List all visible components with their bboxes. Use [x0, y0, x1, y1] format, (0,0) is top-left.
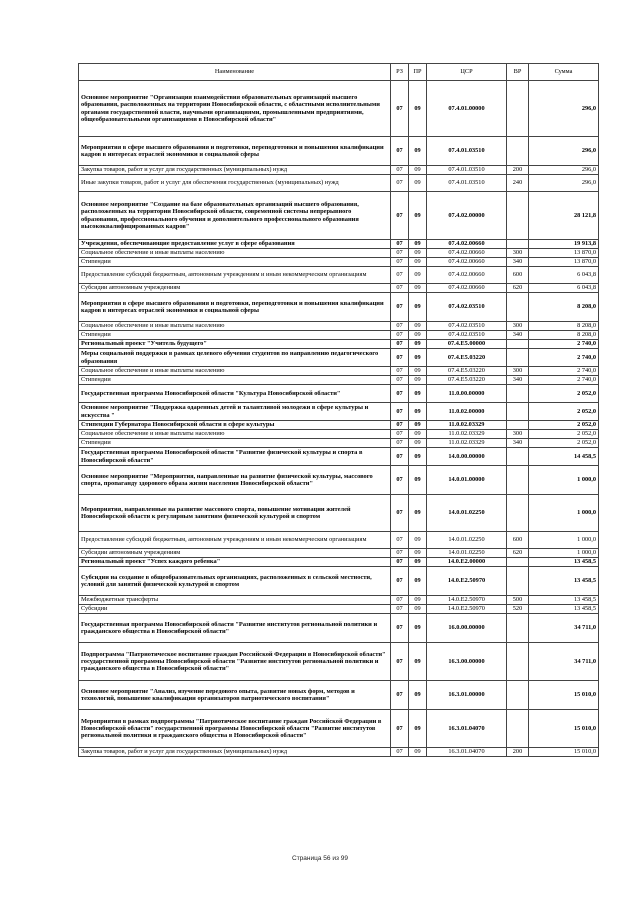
cell-rz: 07 — [391, 175, 409, 192]
cell-csr: 07.4.02.03510 — [427, 322, 507, 331]
cell-rz: 07 — [391, 349, 409, 367]
cell-csr: 07.4.E5.00000 — [427, 340, 507, 349]
table-row — [79, 258, 599, 267]
cell-vr: 300 — [507, 249, 529, 258]
cell-vr: 340 — [507, 376, 529, 385]
cell-pr: 09 — [409, 166, 427, 175]
cell-vr: 300 — [507, 322, 529, 331]
table-row — [79, 421, 599, 430]
cell-sum: 13 870,0 — [529, 258, 599, 267]
cell-vr — [507, 421, 529, 430]
cell-name: Государственная программа Новосибирской области "Развитие физической культуры и спорта в Новосибирской области" — [79, 448, 391, 466]
cell-sum: 2 052,0 — [529, 421, 599, 430]
cell-rz: 07 — [391, 596, 409, 605]
cell-csr: 11.0.02.03329 — [427, 439, 507, 448]
cell-rz: 07 — [391, 284, 409, 293]
cell-csr: 07.4.02.03510 — [427, 331, 507, 340]
cell-csr: 16.3.00.00000 — [427, 643, 507, 681]
cell-vr: 340 — [507, 439, 529, 448]
cell-vr — [507, 240, 529, 249]
cell-csr: 07.4.02.00660 — [427, 249, 507, 258]
cell-name: Субсидии на создание в общеобразовательных организациях, расположенных в сельской местности, условий для занятий физической культурой и спортом — [79, 567, 391, 596]
table-header-row — [79, 64, 599, 81]
cell-rz: 07 — [391, 681, 409, 710]
table-row — [79, 403, 599, 421]
cell-name: Социальное обеспечение и иные выплаты населению — [79, 367, 391, 376]
table-row — [79, 466, 599, 495]
cell-rz: 07 — [391, 532, 409, 549]
cell-pr: 09 — [409, 430, 427, 439]
table-row — [79, 367, 599, 376]
table-row — [79, 439, 599, 448]
cell-sum: 296,0 — [529, 166, 599, 175]
table-row — [79, 710, 599, 748]
cell-sum: 28 121,8 — [529, 192, 599, 240]
cell-pr: 09 — [409, 567, 427, 596]
cell-vr — [507, 567, 529, 596]
table-row — [79, 614, 599, 643]
cell-sum: 19 913,8 — [529, 240, 599, 249]
table-row — [79, 267, 599, 284]
cell-csr: 11.0.00.00000 — [427, 385, 507, 403]
cell-pr: 09 — [409, 558, 427, 567]
cell-rz: 07 — [391, 549, 409, 558]
table-row — [79, 175, 599, 192]
cell-vr: 340 — [507, 258, 529, 267]
header-pr: ПР — [409, 64, 427, 81]
cell-rz: 07 — [391, 385, 409, 403]
table-row — [79, 166, 599, 175]
table-row — [79, 249, 599, 258]
cell-vr — [507, 681, 529, 710]
cell-rz: 07 — [391, 495, 409, 532]
cell-pr: 09 — [409, 748, 427, 757]
table-row — [79, 596, 599, 605]
cell-sum: 2 740,0 — [529, 340, 599, 349]
cell-rz: 07 — [391, 643, 409, 681]
cell-pr: 09 — [409, 643, 427, 681]
cell-rz: 07 — [391, 340, 409, 349]
cell-pr: 09 — [409, 284, 427, 293]
cell-sum: 8 208,0 — [529, 322, 599, 331]
cell-rz: 07 — [391, 430, 409, 439]
cell-csr: 14.0.01.02250 — [427, 549, 507, 558]
cell-pr: 09 — [409, 421, 427, 430]
cell-sum: 296,0 — [529, 175, 599, 192]
cell-pr: 09 — [409, 614, 427, 643]
table-row — [79, 385, 599, 403]
cell-sum: 2 740,0 — [529, 376, 599, 385]
cell-rz: 07 — [391, 376, 409, 385]
cell-csr: 07.4.02.00660 — [427, 240, 507, 249]
cell-name: Стипендии — [79, 439, 391, 448]
cell-pr: 09 — [409, 439, 427, 448]
cell-rz: 07 — [391, 558, 409, 567]
cell-sum: 1 000,0 — [529, 495, 599, 532]
cell-vr — [507, 495, 529, 532]
cell-sum: 13 458,5 — [529, 567, 599, 596]
table-row — [79, 532, 599, 549]
cell-sum: 2 740,0 — [529, 349, 599, 367]
cell-csr: 14.0.01.02250 — [427, 495, 507, 532]
table-row — [79, 567, 599, 596]
cell-name: Мероприятия в сфере высшего образования и подготовки, переподготовки и повышения квалификации кадров в интересах отраслей экономики и социальной сферы — [79, 137, 391, 166]
cell-sum: 13 458,5 — [529, 605, 599, 614]
cell-name: Государственная программа Новосибирской области "Культура Новосибирской области" — [79, 385, 391, 403]
cell-name: Закупка товаров, работ и услуг для государственных (муниципальных) нужд — [79, 166, 391, 175]
cell-vr — [507, 349, 529, 367]
budget-table — [78, 63, 599, 757]
cell-vr: 300 — [507, 367, 529, 376]
cell-csr: 16.3.01.00000 — [427, 681, 507, 710]
cell-name: Основное мероприятие "Мероприятия, направленные на развитие физической культуры, массового спорта, пропаганду здорового образа жизни населения Новосибирской области" — [79, 466, 391, 495]
table-row — [79, 284, 599, 293]
cell-csr: 07.4.01.03510 — [427, 175, 507, 192]
cell-name: Социальное обеспечение и иные выплаты населению — [79, 430, 391, 439]
page-number: Страница 56 из 99 — [292, 855, 348, 862]
cell-csr: 07.4.01.00000 — [427, 81, 507, 137]
cell-sum: 6 043,8 — [529, 284, 599, 293]
cell-rz: 07 — [391, 748, 409, 757]
cell-sum: 1 000,0 — [529, 532, 599, 549]
cell-rz: 07 — [391, 439, 409, 448]
cell-pr: 09 — [409, 175, 427, 192]
budget-sheet — [78, 63, 598, 757]
cell-pr: 09 — [409, 549, 427, 558]
cell-pr: 09 — [409, 192, 427, 240]
cell-rz: 07 — [391, 137, 409, 166]
cell-sum: 2 052,0 — [529, 439, 599, 448]
table-row — [79, 605, 599, 614]
table-row — [79, 192, 599, 240]
cell-sum: 8 208,0 — [529, 331, 599, 340]
cell-pr: 09 — [409, 596, 427, 605]
cell-csr: 14.0.01.02250 — [427, 532, 507, 549]
cell-csr: 14.0.E2.50970 — [427, 605, 507, 614]
cell-vr: 620 — [507, 549, 529, 558]
cell-rz: 07 — [391, 567, 409, 596]
cell-csr: 07.4.02.00660 — [427, 284, 507, 293]
table-row — [79, 495, 599, 532]
cell-rz: 07 — [391, 421, 409, 430]
cell-sum: 2 740,0 — [529, 367, 599, 376]
cell-csr: 07.4.01.03510 — [427, 137, 507, 166]
cell-name: Основное мероприятие "Поддержка одаренных детей и талантливой молодежи в сфере культуры и искусства " — [79, 403, 391, 421]
cell-rz: 07 — [391, 403, 409, 421]
header-name: Наименование — [79, 64, 391, 81]
cell-rz: 07 — [391, 367, 409, 376]
cell-vr — [507, 192, 529, 240]
cell-pr: 09 — [409, 137, 427, 166]
cell-rz: 07 — [391, 331, 409, 340]
cell-pr: 09 — [409, 322, 427, 331]
cell-csr: 07.4.E5.03220 — [427, 367, 507, 376]
cell-sum: 1 000,0 — [529, 549, 599, 558]
cell-name: Региональный проект "Учитель будущего" — [79, 340, 391, 349]
cell-name: Предоставление субсидий бюджетным, автономным учреждениям и иным некоммерческим организациям — [79, 532, 391, 549]
cell-rz: 07 — [391, 448, 409, 466]
cell-pr: 09 — [409, 240, 427, 249]
cell-name: Субсидии — [79, 605, 391, 614]
cell-csr: 16.0.00.00000 — [427, 614, 507, 643]
cell-sum: 34 711,0 — [529, 614, 599, 643]
cell-name: Социальное обеспечение и иные выплаты населению — [79, 322, 391, 331]
cell-name: Основное мероприятие "Организация взаимодействия образовательных организаций высшего образования, расположенных на территории Новосибирской области, с областными исполнительными органами государственной власти, научными организациями, промышленными предприятиями, общеобразовательными организациями в Новосибирской области" — [79, 81, 391, 137]
cell-vr: 600 — [507, 267, 529, 284]
cell-vr — [507, 385, 529, 403]
cell-vr: 500 — [507, 596, 529, 605]
cell-pr: 09 — [409, 267, 427, 284]
cell-sum: 296,0 — [529, 81, 599, 137]
cell-csr: 07.4.01.03510 — [427, 166, 507, 175]
cell-name: Региональный проект "Успех каждого ребенка" — [79, 558, 391, 567]
table-row — [79, 643, 599, 681]
cell-vr: 620 — [507, 284, 529, 293]
cell-csr: 07.4.02.00660 — [427, 267, 507, 284]
cell-name: Субсидии автономным учреждениям — [79, 284, 391, 293]
cell-pr: 09 — [409, 367, 427, 376]
cell-rz: 07 — [391, 614, 409, 643]
header-vr: ВР — [507, 64, 529, 81]
cell-csr: 14.0.00.00000 — [427, 448, 507, 466]
cell-rz: 07 — [391, 192, 409, 240]
cell-vr: 520 — [507, 605, 529, 614]
cell-csr: 16.3.01.04070 — [427, 710, 507, 748]
cell-name: Межбюджетные трансферты — [79, 596, 391, 605]
cell-rz: 07 — [391, 710, 409, 748]
cell-vr — [507, 710, 529, 748]
cell-pr: 09 — [409, 605, 427, 614]
cell-name: Социальное обеспечение и иные выплаты населению — [79, 249, 391, 258]
cell-rz: 07 — [391, 322, 409, 331]
cell-vr: 200 — [507, 748, 529, 757]
cell-vr: 240 — [507, 175, 529, 192]
table-row — [79, 448, 599, 466]
cell-name: Подпрограмма "Патриотическое воспитание граждан Российской Федерации в Новосибирской области" государственной программы Новосибирской области "Развитие институтов региональной политики и гражданского общества в Новосибирской области" — [79, 643, 391, 681]
cell-sum: 15 010,0 — [529, 748, 599, 757]
cell-rz: 07 — [391, 240, 409, 249]
cell-csr: 14.0.E2.50970 — [427, 596, 507, 605]
table-row — [79, 240, 599, 249]
cell-vr: 300 — [507, 430, 529, 439]
cell-rz: 07 — [391, 249, 409, 258]
cell-sum: 8 208,0 — [529, 293, 599, 322]
cell-name: Мероприятия в рамках подпрограммы "Патриотическое воспитание граждан Российской Федерации в Новосибирской области" государственной программы Новосибирской области "Развитие институтов региональной политики и гражданского общества в Новосибирской области" — [79, 710, 391, 748]
cell-rz: 07 — [391, 466, 409, 495]
cell-name: Стипендии — [79, 376, 391, 385]
cell-vr — [507, 340, 529, 349]
cell-csr: 14.0.01.00000 — [427, 466, 507, 495]
cell-vr — [507, 614, 529, 643]
cell-csr: 07.4.02.03510 — [427, 293, 507, 322]
cell-sum: 1 000,0 — [529, 466, 599, 495]
cell-name: Учреждения, обеспечивающие предоставление услуг в сфере образования — [79, 240, 391, 249]
cell-csr: 07.4.02.00000 — [427, 192, 507, 240]
cell-csr: 14.0.E2.50970 — [427, 567, 507, 596]
cell-name: Предоставление субсидий бюджетным, автономным учреждениям и иным некоммерческим организациям — [79, 267, 391, 284]
cell-csr: 14.0.E2.00000 — [427, 558, 507, 567]
cell-sum: 2 052,0 — [529, 430, 599, 439]
cell-csr: 16.3.01.04070 — [427, 748, 507, 757]
table-row — [79, 376, 599, 385]
table-row — [79, 349, 599, 367]
cell-pr: 09 — [409, 258, 427, 267]
cell-name: Субсидии автономным учреждениям — [79, 549, 391, 558]
cell-vr — [507, 558, 529, 567]
table-row — [79, 137, 599, 166]
cell-name: Закупка товаров, работ и услуг для государственных (муниципальных) нужд — [79, 748, 391, 757]
cell-pr: 09 — [409, 403, 427, 421]
table-row — [79, 322, 599, 331]
cell-name: Стипендии — [79, 258, 391, 267]
cell-vr — [507, 403, 529, 421]
cell-sum: 14 458,5 — [529, 448, 599, 466]
cell-pr: 09 — [409, 331, 427, 340]
cell-pr: 09 — [409, 249, 427, 258]
cell-pr: 09 — [409, 293, 427, 322]
cell-vr: 600 — [507, 532, 529, 549]
cell-rz: 07 — [391, 258, 409, 267]
cell-name: Государственная программа Новосибирской области "Развитие институтов региональной политики и гражданского общества в Новосибирской области" — [79, 614, 391, 643]
cell-pr: 09 — [409, 466, 427, 495]
cell-vr — [507, 81, 529, 137]
cell-sum: 13 458,5 — [529, 558, 599, 567]
table-row — [79, 293, 599, 322]
cell-rz: 07 — [391, 605, 409, 614]
cell-pr: 09 — [409, 385, 427, 403]
header-rz: РЗ — [391, 64, 409, 81]
cell-pr: 09 — [409, 448, 427, 466]
cell-pr: 09 — [409, 376, 427, 385]
cell-vr — [507, 466, 529, 495]
cell-pr: 09 — [409, 340, 427, 349]
cell-name: Стипендии Губернатора Новосибирской области в сфере культуры — [79, 421, 391, 430]
cell-sum: 296,0 — [529, 137, 599, 166]
cell-rz: 07 — [391, 166, 409, 175]
cell-vr — [507, 293, 529, 322]
cell-rz: 07 — [391, 81, 409, 137]
cell-name: Стипендии — [79, 331, 391, 340]
cell-pr: 09 — [409, 710, 427, 748]
table-body — [79, 81, 599, 757]
table-row — [79, 331, 599, 340]
cell-sum: 2 052,0 — [529, 403, 599, 421]
table-row — [79, 81, 599, 137]
cell-sum: 34 711,0 — [529, 643, 599, 681]
cell-sum: 6 043,8 — [529, 267, 599, 284]
table-row — [79, 681, 599, 710]
cell-name: Основное мероприятие "Создание на базе образовательных организаций высшего образования, расположенных на территории Новосибирской области, современной системы непрерывного образования, профессионального обучения и дополнительного профессионального образования высококвалифицированных кадров" — [79, 192, 391, 240]
cell-pr: 09 — [409, 495, 427, 532]
table-row — [79, 549, 599, 558]
table-row — [79, 430, 599, 439]
cell-name: Основное мероприятие "Анализ, изучение передового опыта, развитие новых форм, методов и технологий, повышение квалификации организаторов патриотического воспитания" — [79, 681, 391, 710]
cell-rz: 07 — [391, 267, 409, 284]
cell-pr: 09 — [409, 349, 427, 367]
table-row — [79, 340, 599, 349]
cell-name: Мероприятия в сфере высшего образования и подготовки, переподготовки и повышения квалификации кадров в интересах отраслей экономики и социальной сферы — [79, 293, 391, 322]
cell-pr: 09 — [409, 81, 427, 137]
cell-csr: 11.0.02.00000 — [427, 403, 507, 421]
cell-csr: 11.0.02.03329 — [427, 430, 507, 439]
cell-sum: 13 870,0 — [529, 249, 599, 258]
header-sum: Сумма — [529, 64, 599, 81]
cell-csr: 07.4.E5.03220 — [427, 376, 507, 385]
cell-rz: 07 — [391, 293, 409, 322]
header-csr: ЦСР — [427, 64, 507, 81]
cell-vr — [507, 137, 529, 166]
cell-sum: 13 458,5 — [529, 596, 599, 605]
cell-csr: 07.4.02.00660 — [427, 258, 507, 267]
cell-sum: 2 052,0 — [529, 385, 599, 403]
cell-pr: 09 — [409, 532, 427, 549]
table-row — [79, 558, 599, 567]
cell-vr: 200 — [507, 166, 529, 175]
cell-sum: 15 010,0 — [529, 681, 599, 710]
cell-vr — [507, 448, 529, 466]
cell-vr — [507, 643, 529, 681]
cell-csr: 07.4.E5.03220 — [427, 349, 507, 367]
cell-name: Меры социальной поддержки в рамках целевого обучения студентов по направлению педагогического образования — [79, 349, 391, 367]
cell-name: Мероприятия, направленные на развитие массового спорта, повышение мотивации жителей Новосибирской области к регулярным занятиям физической культурой и спортом — [79, 495, 391, 532]
cell-name: Иные закупки товаров, работ и услуг для обеспечения государственных (муниципальных) нужд — [79, 175, 391, 192]
table-row — [79, 748, 599, 757]
cell-pr: 09 — [409, 681, 427, 710]
cell-csr: 11.0.02.03329 — [427, 421, 507, 430]
cell-vr: 340 — [507, 331, 529, 340]
cell-sum: 15 010,0 — [529, 710, 599, 748]
